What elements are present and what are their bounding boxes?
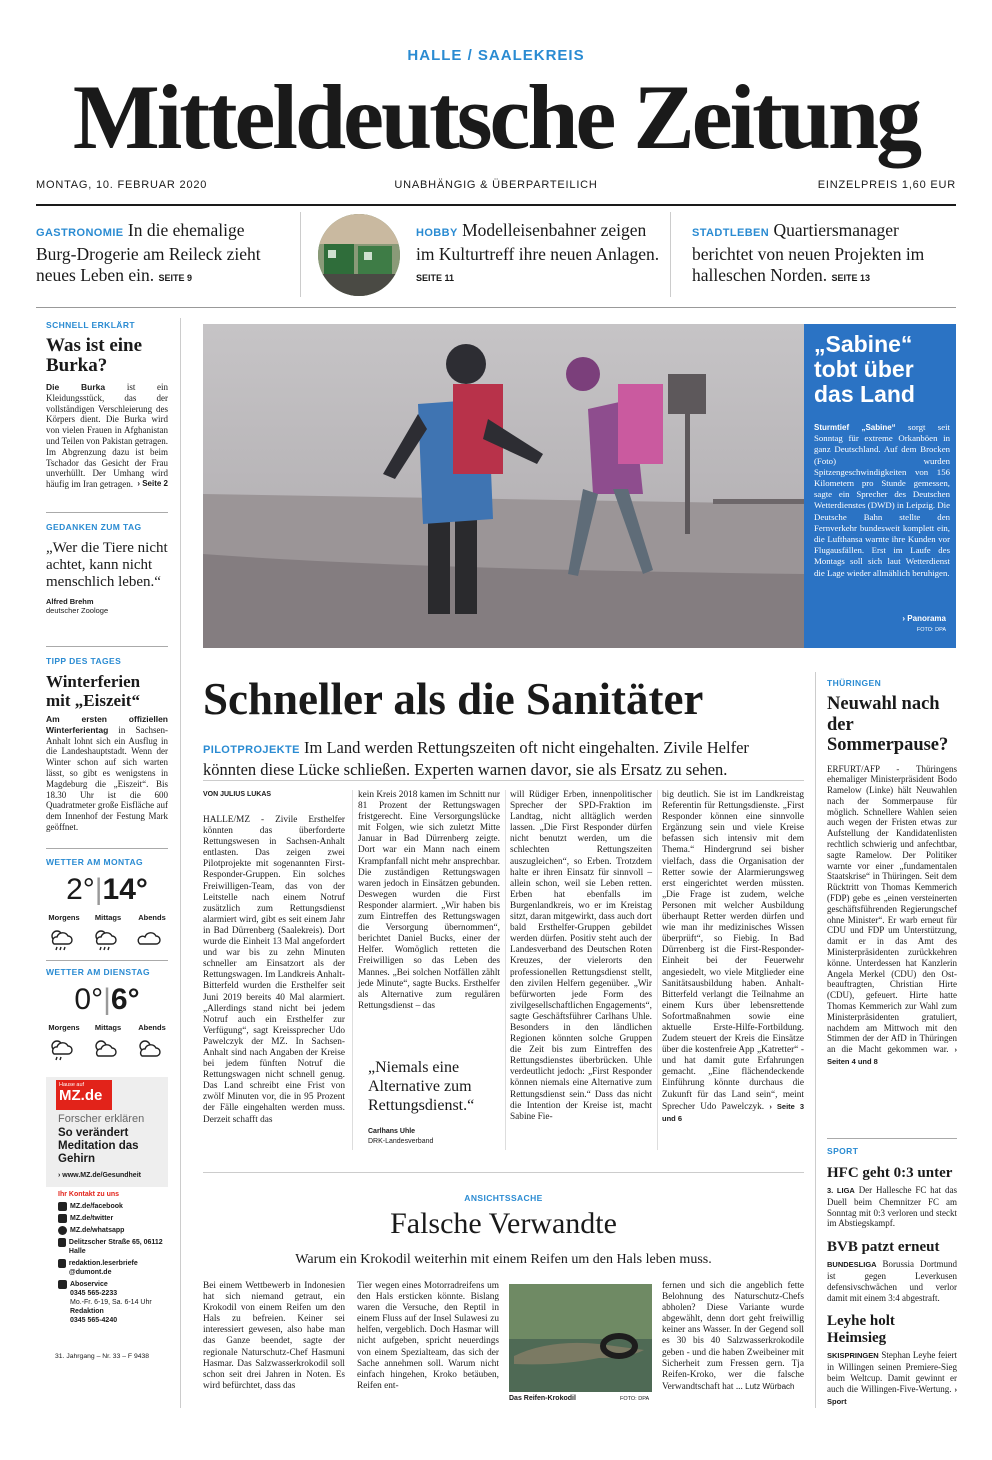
crocodile-photo: [509, 1284, 652, 1392]
glosse-col-2: Tier wegen eines Motorradreifens um den Hals ersticken könnte. Bislang waren die Versuche, den Reptil in einem Fluss auf der Insel Sulawesi zu helfen, vergeblich. Doch Hasmar will nicht aufgeben, spricht neuerdings von einem Spezialteam, das sich der Sache annehmen soll. Warum nicht einfach hingehen, Kroko betäuben, Reifen ent-: [357, 1281, 499, 1391]
train-photo: [318, 214, 400, 296]
whatsapp-icon: [58, 1226, 67, 1235]
cloud-icon: [134, 926, 164, 952]
region-label: HALLE / SAALEKREIS: [407, 47, 585, 64]
teaser-hobby[interactable]: HOBBY Modelleisenbahner zeigen im Kulturtreff ihre neuen Anlagen. SEITE 11: [416, 220, 660, 283]
teaser-divider: [670, 212, 671, 297]
twitter-link[interactable]: MZ.de/twitter: [70, 1215, 114, 1222]
whatsapp-link[interactable]: MZ.de/whatsapp: [70, 1227, 125, 1234]
panorama-link[interactable]: › Panorama: [902, 614, 946, 623]
issue-number: 31. Jahrgang – Nr. 33 – F 9438: [55, 1353, 150, 1360]
sidebar-rule: [46, 960, 168, 961]
price: EINZELPREIS 1,60 EUR: [817, 179, 956, 191]
byline: VON JULIUS LUKAS: [203, 791, 272, 798]
sun-cloud-icon: [134, 1036, 164, 1062]
sidebar-rule: [46, 512, 168, 513]
sabine-title: „Sabine“ tobt über das Land: [814, 331, 915, 407]
glosse-rule: [203, 1172, 804, 1173]
glosse-col-1: Bei einem Wettbewerb in Indonesien hat sich niemand getraut, ein Krokodil von einem Reifen um den Hals zu befreien. Keiner sei interessiert gewesen, also habe man das Ganze beendet, sagte der regionale Naturschutz-Chef Hasmuni Hasmar. Das Salzwasserkrokodil soll schon seit drei Jahren in Noten. Es wird befürchtet, dass das: [203, 1281, 345, 1391]
sidebar-rule: [46, 848, 168, 849]
phone-icon: [58, 1280, 67, 1289]
sun-cloud-rain-icon: [46, 926, 76, 952]
email-link[interactable]: redaktion.leserbriefe @dumont.de: [68, 1260, 138, 1276]
facebook-link[interactable]: MZ.de/facebook: [70, 1203, 123, 1210]
motto: UNABHÄNGIG & ÜBERPARTEILICH: [394, 179, 598, 191]
seiten-4-8-link[interactable]: › Seiten 4 und 8: [827, 1045, 958, 1067]
weather-tuesday: WETTER AM DIENSTAG 0°|6° Morgens Mittags Abends: [46, 967, 168, 1062]
thueringen-box: THÜRINGEN Neuwahl nach der Sommerpause? ERFURT/AFP - Thüringens ehemaliger Ministerpräsident Bodo Ramelow (Linke) hält Neuwahlen nach der Sommerpause für möglich. Schnellere Wahlen seien auch wegen der Fristen etwas zur Aufstellung der Kandidatenlisten rechtlich schwierig und anfechtbar, sagte Ramelow. Der Politiker warnte vor einer „fundamentalen Staatskrise“ in Thüringen. Seit dem Rücktritt von Thomas Kemmerich (FDP) gebe es „einen versteinerten geschäftsführenden Regierungschef ohne Minister“. Er warb erneut für CDU und FDP um Unterstützung, damit er in das Amt des Ministerpräsidenten zurückkehren könne. Unterdessen hat Kanzlerin Angela Merkel (CDU) den Ost-beauftragten, Christian Hirte (CDU), gefeuert. Hirte hatte Thomas Kemmerich zur Wahl zum Ministerpräsidenten gratuliert, nachdem am Mittwoch mit den Stimmen der der AfD in Thüringen an die Macht gekommen war. › Seiten 4 und 8: [827, 678, 958, 1067]
twitter-icon: [58, 1214, 67, 1223]
right-divider: [815, 672, 816, 1408]
sidebar-divider: [180, 318, 181, 1408]
sun-cloud-icon: [90, 1036, 120, 1062]
sabine-box[interactable]: „Sabine“ tobt über das Land Sturmtief „Sabine“ sorgt seit Sonntag für extreme Orkanböen in ganz Deutschland. Auf dem Brocken (Foto) wurden Spitzengeschwindigkeiten von 156 Kilometern pro Stunde gemessen, sagte ein Sprecher des Deutschen Wetterdienstes (DWD) in Leipzig. Die Deutsche Bahn stellte den Fernverkehr bundesweit komplett ein, die Lufthansa warnte ihre Kunden vor Flugausfällen. Erst im Laufe des Montags soll sich laut Wetterdienst die Lage wieder allmählich beruhigen. › Panorama FOTO: DPA: [804, 324, 956, 648]
issue-date: MONTAG, 10. FEBRUAR 2020: [36, 179, 208, 191]
sun-cloud-rain-icon: [46, 1036, 76, 1062]
main-col-3: will Rüdiger Erben, innenpolitischer Sprecher der SPD-Fraktion im Landtag, nicht alltäglich werden lassen. „Die First Responder dürfen nicht benutzt werden, um die schlechten Rettungszeiten auszugleichen“, so Erben. Trotzdem halte er ihren Einsatz für sinnvoll – allein schon, weil sie Leben retten. Erben hat ebenfalls im Burgenlandkreis, wo er im Kreistag sitzt, daran mitgewirkt, dass auch dort bald Ersthelfer-Gruppen gebildet werden dürfen. Positiv steht auch der Landesverband des Deutschen Roten Kreuzes, der vielerorts den professionellen Rettungsdienst stellt, den zivilen Helfern gegenüber. „Wir befürworten jede Form des zivilgesellschaftlichen Engagements“, sagte Geschäftsführer Carlhans Uhle. Besonders in den ländlichen Regionen könnten solche Gruppen die Zeit bis zum Eintreffen des Rettungsdienstes überbrücken. Uhle verdeutlicht jedoch: „First Responder können niemals eine Alternative zum Rettungsdienst sein.“ Dass das nicht die Intention der Kreise ist, macht Sabine Fie-: [510, 790, 652, 1122]
masthead-rule: [36, 204, 956, 206]
hobby-thumbnail: [318, 214, 400, 296]
newspaper-title: Mitteldeutsche Zeitung: [72, 66, 920, 168]
contact-box: Ihr Kontakt zu uns MZ.de/facebook MZ.de/twitter MZ.de/whatsapp Delitzscher Straße 65, 06112 Halle redaktion.leserbriefe @dumont.de Aboservice 0345 565-2233 Mo.-Fr. 6-19, Sa. 6-14 Uhr Redaktion 0345 565-4240: [58, 1190, 168, 1325]
main-col-4: big deutlich. Sie ist im Landkreistag Referentin für Rettungsdienste. „First Responder können eine sinnvolle Ergänzung sein und viele Kreise befassen sich intensiv mit dem Thema.“ Hindergrund sei bisher vielfach, dass die Organisation der Retter sowie der Alarmierungsweg erst eingerichtet werden müssten. „Die Frage ist zudem, welche Personen mit welcher Ausbildung überhaupt Retter werden dürfen und wie man ihr medizinisches Wissen überprüft“, so Fiebig. In Bad Dürrenberg ist die First-Responder-Einheit bei der Feuerwehr angesiedelt, wo viele Mitglieder eine Sanitätsausbildung haben. Anhalt-Bitterfeld verlangt die Teilnahme an einem Kurs über lebensrettende Sofortmaßnahmen sowie eine aktuelle Erste-Hilfe-Fortbildung. Zudem steuert der Kreis die Einsätze über die kostenfreie App „Katretter“ - und hat damit gute Erfahrungen gemacht. „Eine flächendeckende Einführung könnte durchaus die Zukunft für das Land sein“, meint Sprecher Udo Pawelczyk. › Seite 3 und 6: [662, 790, 804, 1123]
burka-title: Was ist eine Burka?: [46, 335, 143, 376]
quote-box: GEDANKEN ZUM TAG „Wer die Tiere nicht achtet, kann nicht menschlich leben.“ Alfred Brehm deutscher Zoologe: [46, 522, 168, 615]
teaser-stadtleben[interactable]: STADTLEBEN Quartiersmanager berichtet von neuen Projekten im halleschen Norden. SEITE 13: [692, 220, 925, 285]
mz-logo: Hause auf MZ.de: [56, 1080, 112, 1110]
sidebar-rule: [46, 646, 168, 647]
sun-cloud-rain-icon: [90, 926, 120, 952]
deck-rule: [203, 780, 804, 781]
seite-3-link[interactable]: › Seite 3 und 6: [662, 1101, 804, 1123]
mz-ad[interactable]: Hause auf MZ.de Forscher erklären So verändert Meditation das Gehirn › www.MZ.de/Gesundheit: [46, 1077, 168, 1187]
sport-box: SPORT HFC geht 0:3 unter 3. LIGA Der Hallesche FC hat das Duell beim Chemnitzer FC am Sonntag mit 0:3 verloren und steckt im Abstiegskampf. BVB patzt erneut BUNDESLIGA Borussia Dortmund ist gegen Leverkusen defensivschwächen und verlor damit mit einem 3:4 abgestraft. Leyhe holt Heimsieg SKISPRINGEN Stephan Leyhe feiert in Willingen seinen Premiere-Sieg beim Weltcup. Damit gewinnt er auch die Willingen-Five-Wertung. › Sport: [827, 1146, 958, 1406]
home-icon: [58, 1238, 66, 1247]
glosse-title[interactable]: Falsche Verwandte: [390, 1207, 617, 1240]
burka-box: SCHNELL ERKLÄRT Was ist eine Burka? Die Burka ist ein Kleidungsstück, das der vollständigen Verschleierung des Körpers dient. Die Burka wird von vielen Frauen in Afghanistan und Teilen von Pakistan getragen. Im Abgrenzung dazu ist beim Tschador das Gesicht der Frau unverhüllt. Der Umhang wird häufig im Iran getragen. › Seite 2: [46, 320, 168, 490]
daily-quote: „Wer die Tiere nicht achtet, kann nicht menschlich leben.“: [46, 540, 168, 590]
main-deck: PILOTPROJEKTE Im Land werden Rettungszeiten oft nicht eingehalten. Zivile Helfer könnten diese Lücke schließen. Experten warnen davor, sie als Ersatz zu sehen.: [203, 738, 749, 779]
facebook-icon: [58, 1202, 67, 1211]
main-col-2: kein Kreis 2018 kamen im Schnitt nur 81 Prozent der Rettungswagen fristgerecht. Eine Versorgungslücke mit Folgen, wie sich zuletzt Mitte Januar in Bad Dürrenberg zeigte. Dort war ein Mann nach einem Krampfanfall nicht mehr ansprechbar. Die zuständigen Rettungswagen waren jedoch in Einsätzen gebunden. Deswegen wurden die First Responder alarmiert. „Wir haben bis zum Eintreffen des Rettungswagen die Versorgung übernommen“, berichtet Daniel Bucks, einer der Helfer. Womöglich retteten die Freiwilligen so das Leben des Mannes. „Bei solchen Notfällen zählt jede Minute“, sagte Bucks. Ersthelfer als Alternative zum regulären Rettungsdienst – das: [358, 790, 501, 1011]
pull-quote: „Niemals eine Alternative zum Rettungsdienst.“: [368, 1059, 475, 1114]
weather-monday: WETTER AM MONTAG 2°|14° Morgens Mittags Abends: [46, 857, 168, 952]
teaser-divider: [300, 212, 301, 297]
teaser-gastronomie[interactable]: GASTRONOMIE In die ehemalige Burg-Drogerie am Reileck zieht neues Leben ein. SEITE 9: [36, 220, 261, 285]
teaser-rule: [36, 307, 956, 308]
tipp-box: TIPP DES TAGES Winterferien mit „Eiszeit“ Am ersten offiziellen Winterferientag in Sachsen-Anhalt lohnt sich ein Ausflug in die Landeshauptstadt. Wenn der Winter schon auf sich warten lässt, so gibt es wenigstens in Magdeburg die „Eiszeit“. Bis 18.30 Uhr ist die 600 Quadratmeter große Eisfläche auf dem Innenhof der Festung Mark geöffnet.: [46, 656, 168, 832]
glosse-col-3: fernen und sich die angeblich fette Belohnung des Naturschutz-Chefs abholen? Diese Variante wurde abgewählt, denn dort geht freiwillig keiner ans Wasser. In der Gegend soll es 30 bis 40 Salzwasserkrokodile geben - und die haben Zweibeiner mit Sicherheit zum Fressen gern. Tja Reifen-Kroko, wer die falsche Verwandtschaft hat ... Lutz Würbach: [662, 1281, 804, 1392]
main-headline[interactable]: Schneller als die Sanitäter: [203, 674, 704, 724]
column-rule: [505, 790, 506, 1150]
storm-photo: [203, 324, 804, 648]
column-rule: [352, 790, 353, 1150]
main-col-1: HALLE/MZ - Zivile Ersthelfer könnten das überforderte Rettungswesen in Sachsen-Anhalt entlasten. Das zeigen zwei Pilotprojekte mit sogenannten First-Responder-Gruppen. Ein solches Freiwilligen-Team, das von der Leitstelle nach einem Notruf zusätzlich zum Rettungsdienst alarmiert wird, gibt es seit einem Jahr in Bad Dürrenberg (Saalekreis). Dort wurde die Einheit 13 Mal angefordert und war bis zu zehn Minuten schneller am Einsatzort als der Rettungswagen. Im Landkreis Anhalt-Bitterfeld wurden die Ersthelfer seit Juni 2019 bereits 40 Mal alarmiert. „Allerdings stand nicht bei jedem Notruf auch ein Ersthelfer zur Verfügung“, sagt Kreissprecher Udo Pawelczyk der MZ. In Sachsen-Anhalt sind nach Angaben der Kreise bei jedem fünften Notruf die Rettungswagen nicht schnell genug. Das Land schreibt eine Frist von zwölf Minuten vor, die in 95 Prozent der Fälle eingehalten werden muss. Derzeit schafft das: [203, 815, 346, 1125]
sidebar-rule: [827, 1138, 957, 1139]
mz-link[interactable]: › www.MZ.de/Gesundheit: [58, 1172, 141, 1179]
address: Delitzscher Straße 65, 06112 Halle: [68, 1239, 163, 1255]
column-rule: [657, 790, 658, 1150]
mail-icon: [58, 1259, 66, 1268]
sport-link[interactable]: › Sport: [827, 1384, 957, 1406]
